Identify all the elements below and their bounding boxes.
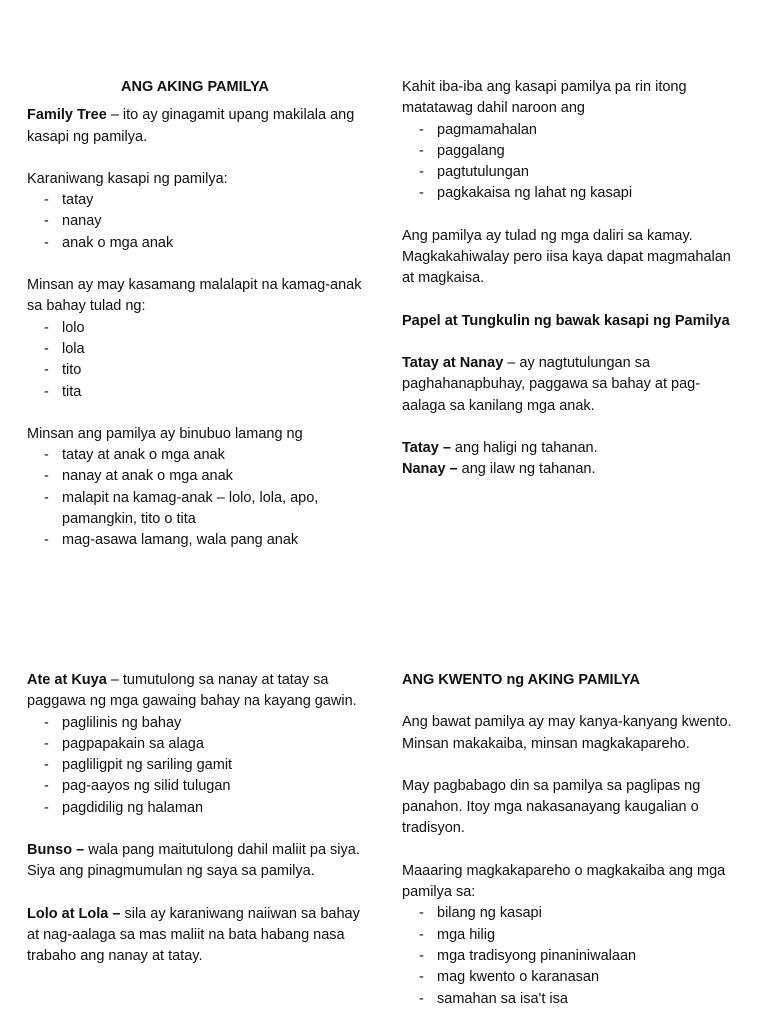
term-parents: Tatay at Nanay [402,354,504,371]
list-item: - pagkakaisa ng lahat ng kasapi [419,183,738,204]
relatives-intro: Minsan ay may kasamang malalapit na kamag-anak sa bahay tulad ng: [27,277,362,315]
values-list [402,120,738,205]
list-item: - lola [44,339,363,360]
list-item: - pagpapakain sa alaga [44,734,363,755]
list-item: - malapit na kamag-anak – lolo, lola, apo, pamangkin, tito o tita [44,488,363,531]
term-family-tree: Family Tree [27,107,107,124]
nanay-definition: ang ilaw ng tahanan. [457,461,596,478]
list-item: - mga hilig [419,925,738,946]
compare-intro: Maaaring magkakapareho o magkakaiba ang mga pamilya sa: [402,862,726,901]
list-item: - pagdidilig ng halaman [44,798,363,819]
relatives-list [27,318,363,403]
term-siblings: Ate at Kuya [27,672,107,688]
list-item: - anak o mga anak [44,233,363,254]
siblings-paragraph [27,670,363,713]
fingers-paragraph: Ang pamilya ay tulad ng mga daliri sa kamay. Magkakahiwalay pero iisa kaya dapat magmahalan at magkaisa. [402,227,731,287]
term-bunso: Bunso – [27,842,85,859]
column-family-basics [27,77,363,552]
story-paragraph: Ang bawat pamilya ay may kanya-kanyang kwento. Minsan makakaiba, minsan magkakapareho. [402,714,732,752]
bunso-paragraph [27,840,363,883]
change-paragraph: May pagbabago din sa pamilya sa paglipas ng panahon. Itoy mga nakasanayang kaugalian o tradisyon. [402,777,701,837]
list-item: - samahan sa isa't isa [419,989,738,1010]
term-nanay: Nanay – [402,461,458,478]
family-tree-paragraph [27,105,363,148]
column-family-story [402,670,738,1010]
term-tatay: Tatay – [402,439,451,456]
list-item: - mag kwento o karanasan [419,967,738,988]
list-item: - pag-aayos ng silid tulugan [44,776,363,797]
list-item: - mga tradisyong pinaniniwalaan [419,946,738,967]
bunso-definition: wala pang maitutulong dahil maliit pa siya. Siya ang pinagmumulan ng saya sa pamilya. [27,842,360,880]
members-intro: Karaniwang kasapi ng pamilya: [27,170,228,187]
list-item: - tito [44,360,363,381]
composition-intro: Minsan ang pamilya ay binubuo lamang ng [27,425,303,442]
list-item: - tatay at anak o mga anak [44,445,363,466]
still-family-intro: Kahit iba-iba ang kasapi pamilya pa rin itong matatawag dahil naroon ang [402,79,687,117]
column-roles [27,670,363,968]
grandparents-paragraph [27,904,363,968]
list-item: - pagmamahalan [419,120,738,141]
list-item: - nanay [44,211,363,232]
tatay-line [402,438,738,459]
members-list [27,190,363,254]
compare-list [402,903,738,1009]
list-item: - paggalang [419,141,738,162]
section-title: ANG AKING PAMILYA [121,79,269,95]
list-item: - pagtutulungan [419,162,738,183]
tatay-definition: ang haligi ng tahanan. [450,439,598,456]
list-item: - tatay [44,190,363,211]
list-item: - mag-asawa lamang, wala pang anak [44,530,363,551]
family-tree-definition: – ito ay ginagamit upang makilala ang kasapi ng pamilya. [27,107,355,145]
parents-paragraph [402,353,738,417]
list-item: - nanay at anak o mga anak [44,466,363,487]
composition-list [27,445,363,551]
siblings-definition: – tumutulong sa nanay at tatay sa paggawa ng mga gawaing bahay na kayang gawin. [27,672,357,710]
chores-list [27,713,363,819]
list-item: - pagliligpit ng sariling gamit [44,755,363,776]
section-title: ANG KWENTO ng AKING PAMILYA [402,672,640,688]
parents-definition: – ay nagtutulungan sa paghahanapbuhay, paggawa sa bahay at pag-aalaga sa kanilang mga anak. [402,354,701,414]
grandparents-definition: sila ay karaniwang naiiwan sa bahay at nag-aalaga sa mas maliit na bata habang nasa trabaho ang nanay at tatay. [27,905,360,965]
column-family-values [402,77,738,480]
list-item: - paglilinis ng bahay [44,713,363,734]
list-item: - tita [44,382,363,403]
list-item: - bilang ng kasapi [419,903,738,924]
nanay-line [402,459,738,480]
roles-heading: Papel at Tungkulin ng bawak kasapi ng Pamilya [402,312,730,329]
list-item: - lolo [44,318,363,339]
term-grandparents: Lolo at Lola – [27,905,121,922]
